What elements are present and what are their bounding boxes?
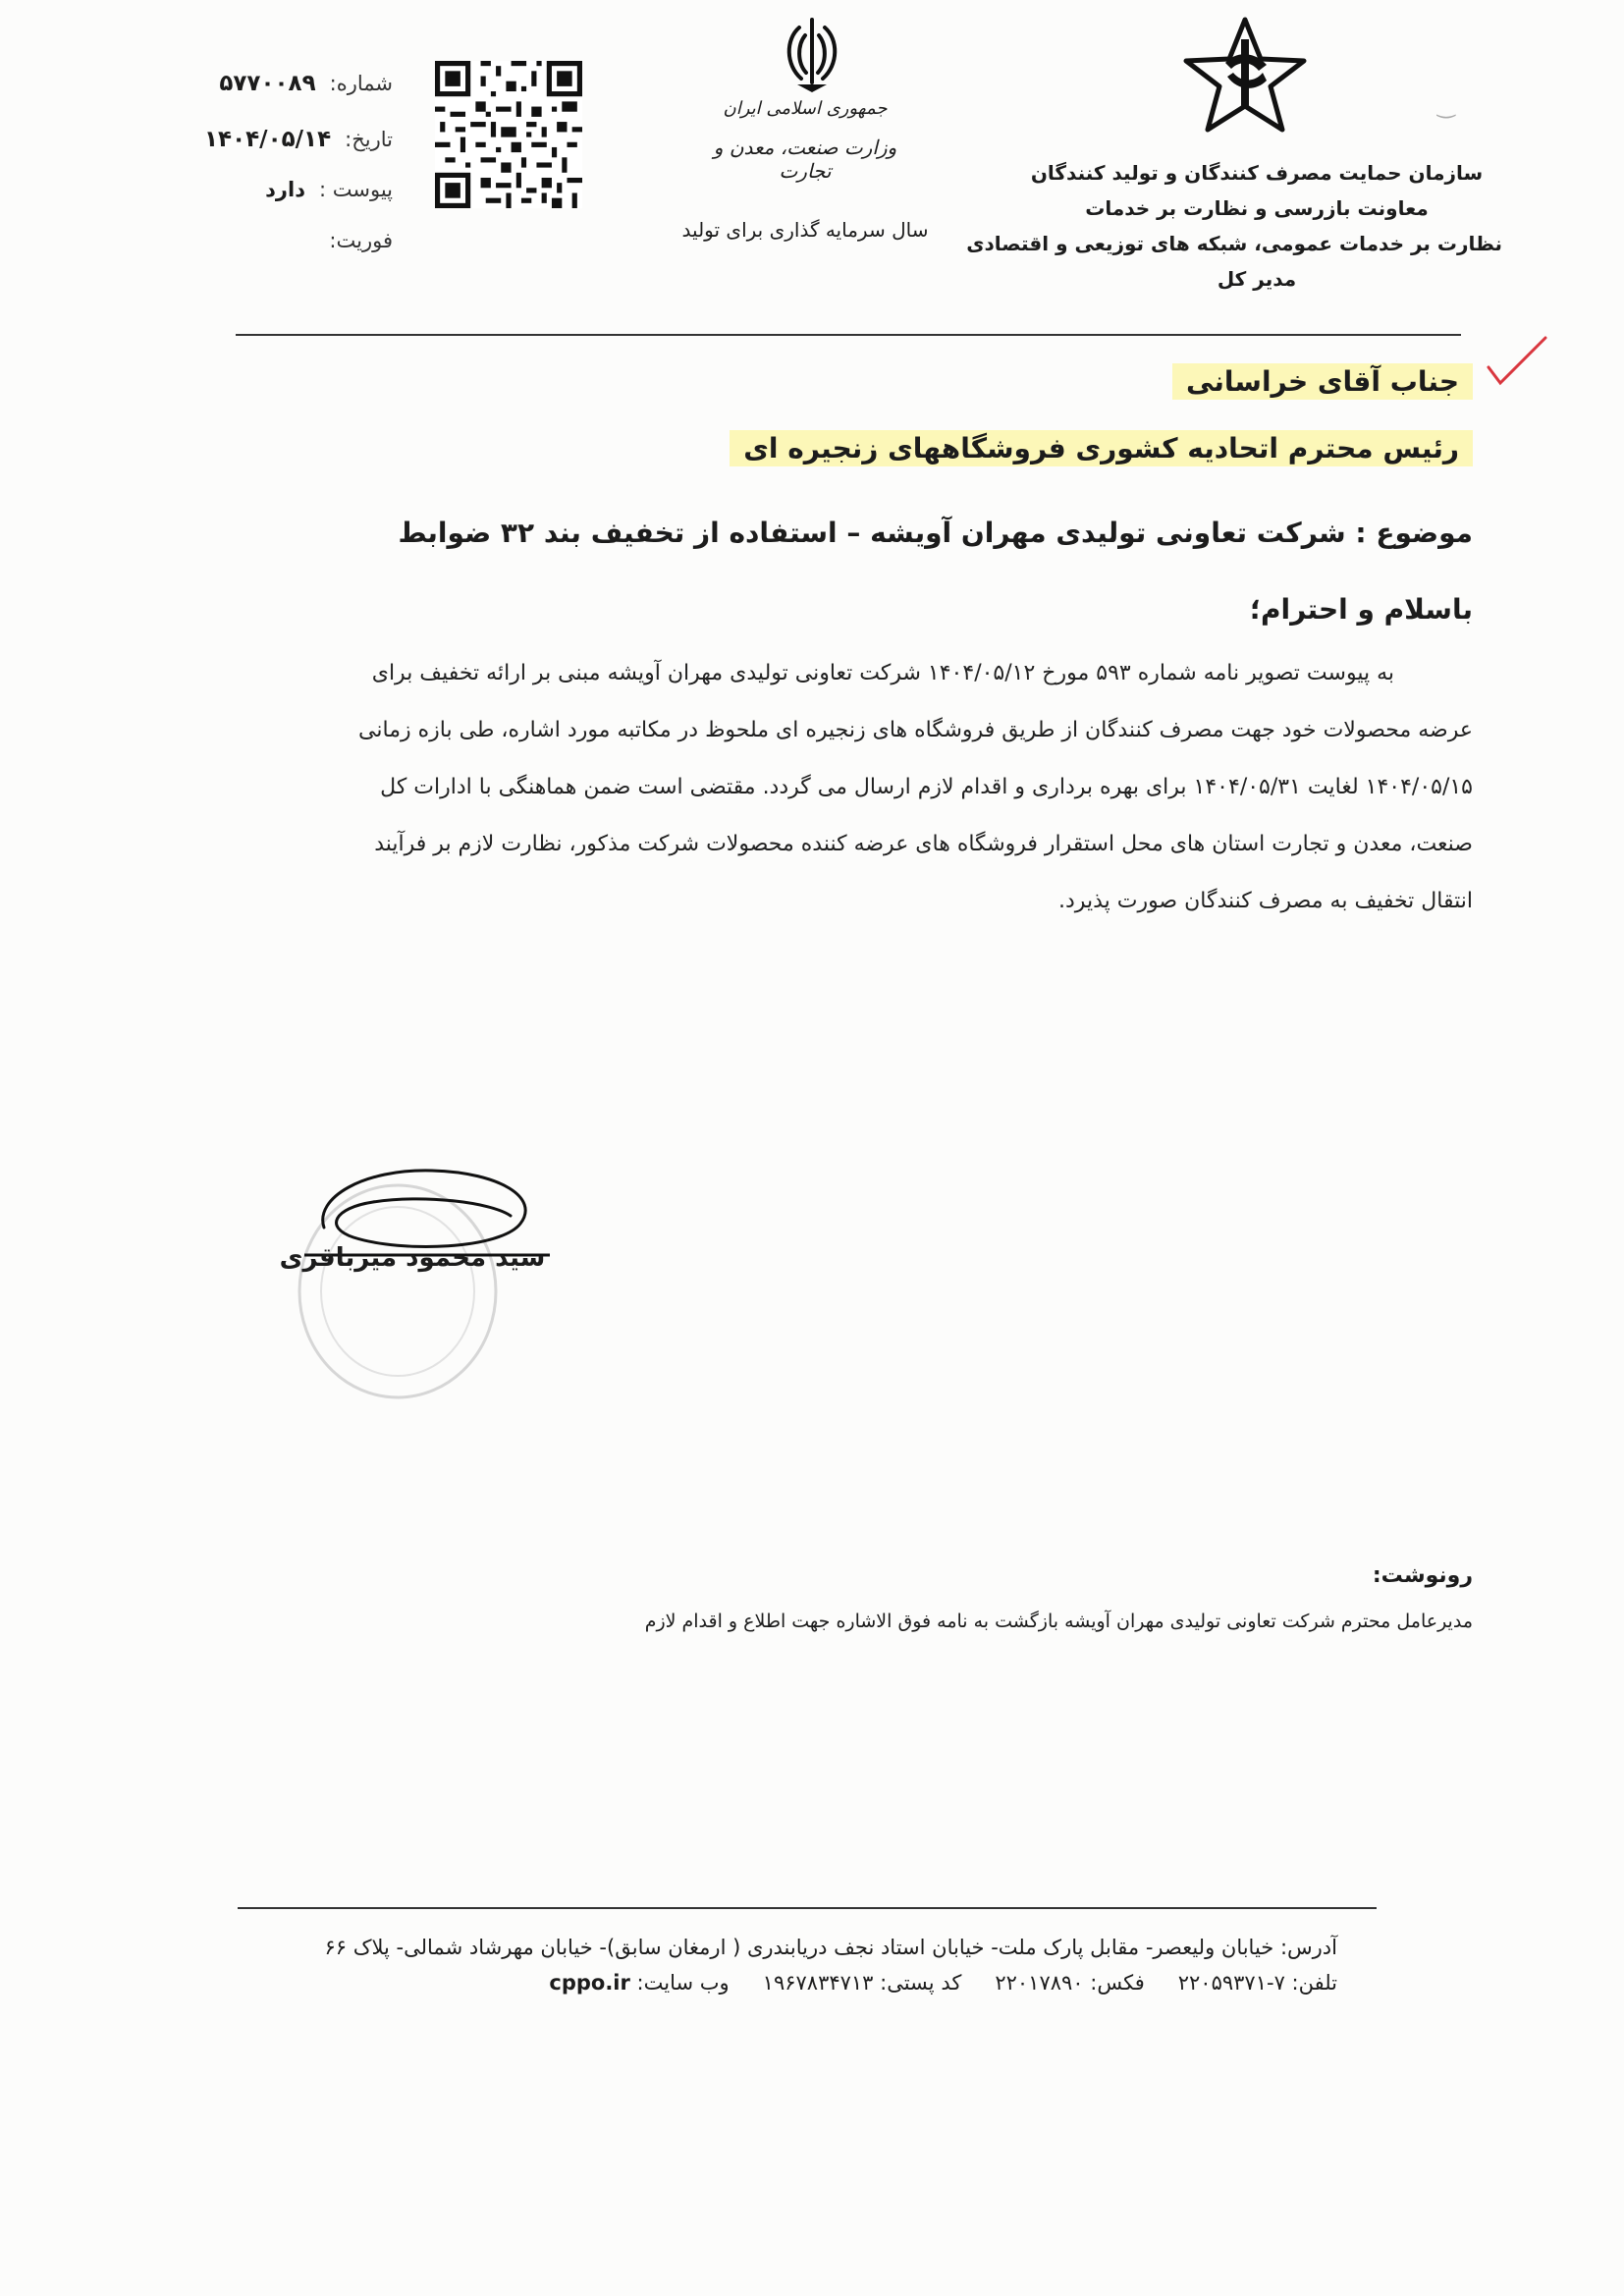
footer-contacts [549, 1966, 1337, 1999]
org-director: مدیر کل [1217, 267, 1297, 291]
body-line: به پیوست تصویر نامه شماره ۵۹۳ مورخ ۱۴۰۴/۰۵/۱۲ شرکت تعاونی تولیدی مهران آویشه مبنی بر ارائه تخفیف برای [371, 661, 1394, 685]
body-line: انتقال تخفیف به مصرف کنندگان صورت پذیرد. [1058, 889, 1473, 913]
footer-website-link[interactable]: cppo.ir [549, 1971, 630, 1995]
iran-emblem-icon [778, 14, 846, 94]
logo-mark: ‿ [1437, 94, 1455, 119]
footer-fax: فکس: ۲۲۰۱۷۸۹۰ [995, 1971, 1145, 1995]
body-line: عرضه محصولات خود جهت مصرف کنندگان از طریق فروشگاه های زنجیره ای ملحوظ در مکاتبه مورد اشاره، طی بازه زمانی [358, 718, 1473, 742]
attachment-label: پیوست : [319, 178, 393, 201]
footer-phone: تلفن: ۷-۲۲۰۵۹۳۷۱ [1177, 1971, 1337, 1995]
footer-postal: کد پستی: ۱۹۶۷۸۳۴۷۱۳ [762, 1971, 962, 1995]
ministry-name: وزارت صنعت، معدن و تجارت [713, 136, 897, 183]
recipient-title-text: رئیس محترم اتحادیه کشوری فروشگاههای زنجیره ای [730, 430, 1473, 466]
body-line: صنعت، معدن و تجارت استان های محل استقرار فروشگاه های عرضه کننده محصولات شرکت مذکور، نظارت لازم بر فرآیند [374, 832, 1473, 856]
org-deputy: معاونت بازرسی و نظارت بر خدمات [1085, 196, 1429, 220]
subject-line: موضوع : شرکت تعاونی تولیدی مهران آویشه – استفاده از تخفیف بند ۳۲ ضوابط [398, 517, 1473, 549]
footer-website-label: وب سایت: [636, 1971, 730, 1995]
qr-code-icon [435, 61, 582, 208]
date-label: تاریخ: [345, 128, 393, 151]
consumer-protection-logo-icon [1176, 12, 1314, 139]
body-line: ۱۴۰۴/۰۵/۱۵ لغایت ۱۴۰۴/۰۵/۳۱ برای بهره برداری و اقدام لازم ارسال می گردد. مقتضی است ضمن هماهنگی با ادارات کل [380, 775, 1473, 799]
greeting: باسلام و احترام؛ [1249, 593, 1473, 626]
cc-title: رونوشت: [1372, 1563, 1473, 1588]
recipient-name [1172, 365, 1473, 398]
letter-meta [157, 71, 393, 268]
date-row [157, 127, 393, 166]
org-division: نظارت بر خدمات عمومی، شبکه های توزیعی و اقتصادی [966, 232, 1502, 255]
footer-divider [238, 1907, 1377, 1909]
attachment-row [157, 178, 393, 217]
organization-block [966, 155, 1502, 297]
urgency-label: فوریت: [329, 229, 393, 252]
letter-body [157, 652, 1473, 937]
org-name: سازمان حمایت مصرف کنندگان و تولید کنندگان [1030, 161, 1484, 185]
attachment-value: دارد [265, 178, 305, 201]
date-value: ۱۴۰۴/۰۵/۱۴ [204, 127, 332, 152]
checkmark-icon [1483, 332, 1551, 391]
urgency-row [157, 229, 393, 268]
recipient-title [730, 432, 1473, 465]
number-value: ۵۷۷۰۰۸۹ [219, 71, 316, 96]
recipient-name-text: جناب آقای خراسانی [1172, 363, 1473, 400]
signatory-name: سید محمود میرباقری [279, 1243, 546, 1273]
number-row [157, 71, 393, 110]
cc-line: مدیرعامل محترم شرکت تعاونی تولیدی مهران آویشه بازگشت به نامه فوق الاشاره جهت اطلاع و اقدام لازم [644, 1611, 1473, 1632]
footer-website-group [549, 1966, 729, 1999]
footer-address: آدرس: خیابان ولیعصر- مقابل پارک ملت- خیابان استاد نجف دریابندری ( ارمغان سابق)- خیابان مهرشاد شمالی- پلاک ۶۶ [324, 1936, 1337, 1959]
year-slogan: سال سرمایه گذاری برای تولید [681, 218, 929, 242]
header-divider [236, 334, 1461, 336]
number-label: شماره: [329, 72, 393, 95]
emblem-line1: جمهوری اسلامی ایران [723, 98, 888, 119]
